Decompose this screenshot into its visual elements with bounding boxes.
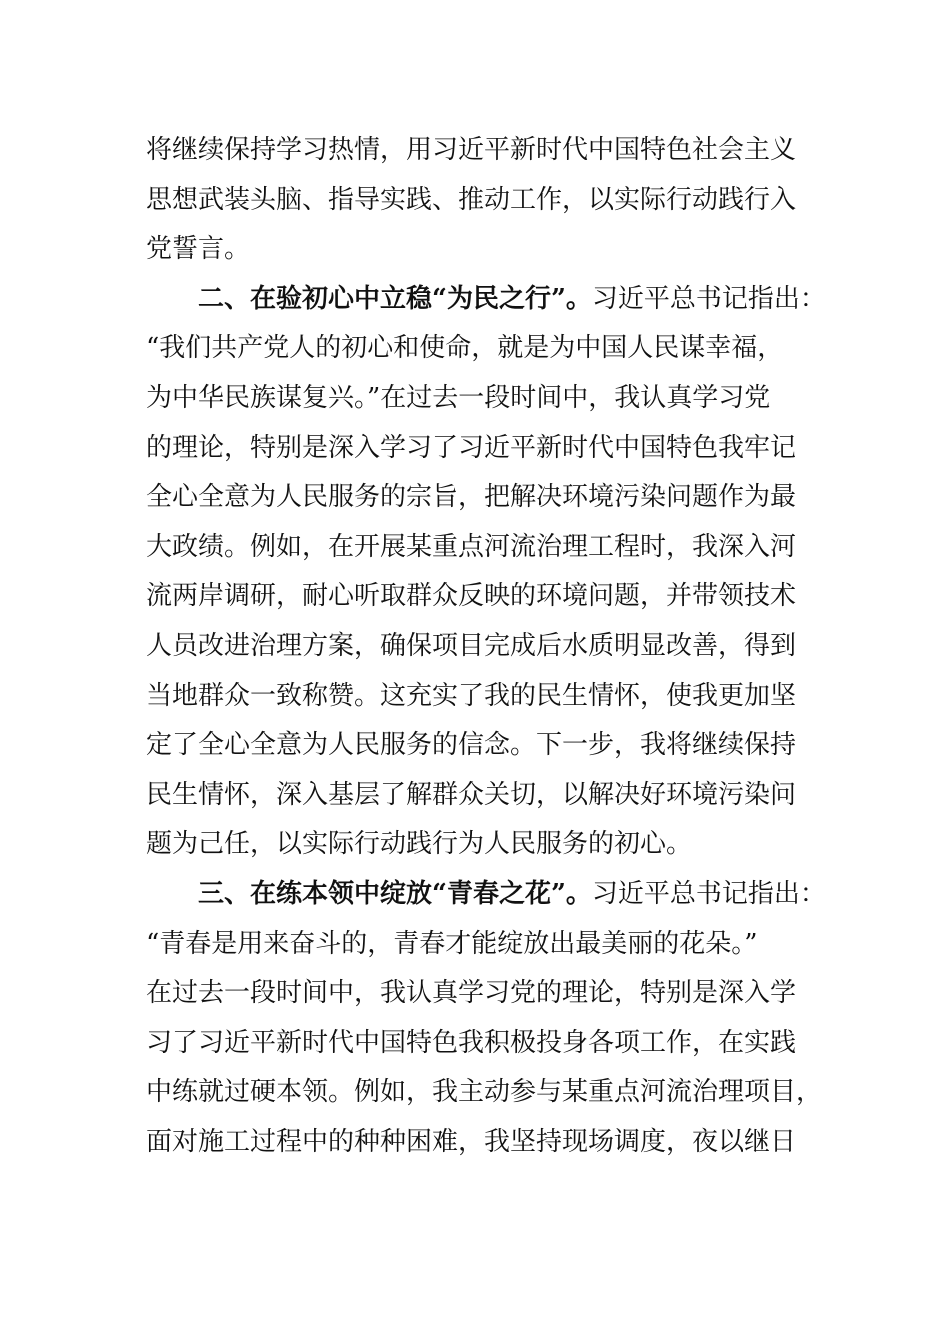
text-line: 定了全心全意为人民服务的信念。下一步，我将继续保持 (146, 730, 797, 761)
text-line: 大政绩。例如，在开展某重点河流治理工程时，我深入河 (146, 531, 797, 562)
section-heading-3: 三、在练本领中绽放“青春之花”。 (198, 878, 592, 909)
paragraph-first-line (146, 275, 826, 325)
paragraph-2 (146, 275, 826, 870)
text-line: “青春是用来奋斗的，青春才能绽放出最美丽的花朵。” (146, 928, 758, 959)
heading-continuation: 习近平总书记指出： (591, 878, 826, 909)
text-line: 人员改进治理方案，确保项目完成后水质明显改善，得到 (146, 630, 797, 661)
text-line: “我们共产党人的初心和使命，就是为中国人民谋幸福， (146, 333, 784, 364)
text-line: 题为己任，以实际行动践行为人民服务的初心。 (146, 829, 693, 860)
document-body (146, 126, 826, 1167)
text-line: 流两岸调研，耐心听取群众反映的环境问题，并带领技术 (146, 581, 797, 612)
text-line: 思想武装头脑、指导实践、推动工作，以实际行动践行入 (146, 184, 797, 215)
text-line: 中练就过硬本领。例如，我主动参与某重点河流治理项目， (146, 1077, 823, 1108)
text-line: 党誓言。 (146, 234, 251, 265)
text-line: 为中华民族谋复兴。”在过去一段时间中，我认真学习党 (146, 382, 771, 413)
text-line: 的理论，特别是深入学习了习近平新时代中国特色我牢记 (146, 432, 797, 463)
paragraph-3 (146, 870, 826, 1168)
text-line: 习了习近平新时代中国特色我积极投身各项工作，在实践 (146, 1027, 797, 1058)
text-line: 将继续保持学习热情，用习近平新时代中国特色社会主义 (146, 135, 797, 165)
section-heading-2: 二、在验初心中立稳“为民之行”。 (198, 283, 592, 314)
text-line: 当地群众一致称赞。这充实了我的民生情怀，使我更加坚 (146, 680, 797, 711)
text-line: 民生情怀，深入基层了解群众关切，以解决好环境污染问 (146, 779, 797, 810)
paragraph-1 (146, 126, 816, 275)
text-line: 在过去一段时间中，我认真学习党的理论，特别是深入学 (146, 978, 797, 1009)
heading-continuation: 习近平总书记指出： (591, 283, 826, 314)
text-line: 面对施工过程中的种种困难，我坚持现场调度，夜以继日 (146, 1126, 797, 1157)
text-line: 全心全意为人民服务的宗旨，把解决环境污染问题作为最 (146, 482, 797, 513)
paragraph-first-line (146, 870, 826, 920)
